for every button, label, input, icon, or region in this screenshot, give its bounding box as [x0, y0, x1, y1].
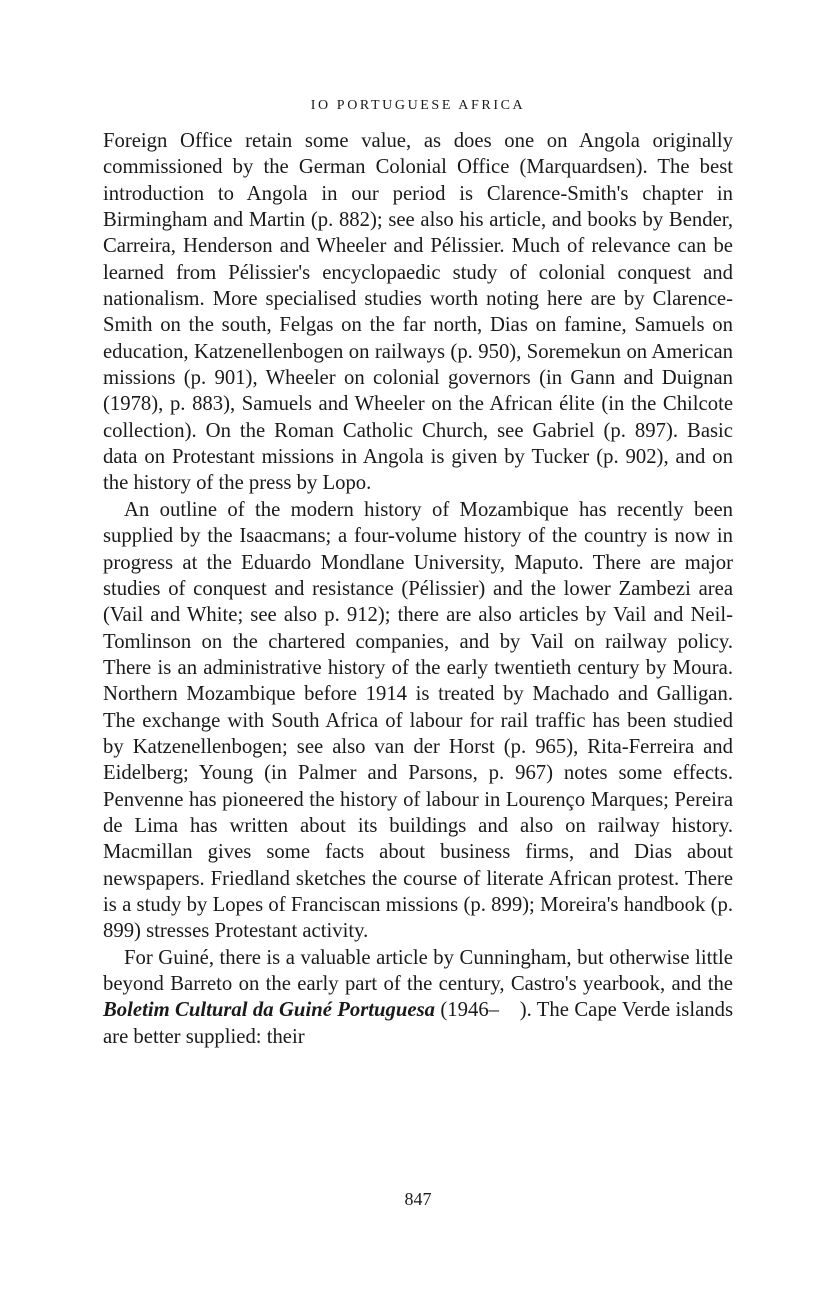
running-head: IO PORTUGUESE AFRICA: [310, 98, 526, 113]
paragraph-guine-text-after: (1946– ). The Cape Verde islands are better supplied: their: [103, 999, 733, 1048]
paragraph-guine-text-before: For Guiné, there is a valuable article by Cunningham, but otherwise little beyond Barreto on the early part of the century, Castro's yearbook, and the: [103, 946, 733, 995]
journal-title: Boletim Cultural da Guiné Portuguesa: [103, 999, 435, 1022]
paragraph-mozambique: An outline of the modern history of Mozambique has recently been supplied by the Isaacmans; a four-volume history of the country is now in progress at the Eduardo Mondlane University, Maputo. There are major studies of conquest and resistance (Pélissier) and the lower Zambezi area (Vail and White; see also p. 912); there are also articles by Vail and Neil-Tomlinson on the chartered companies, and by Vail on railway policy. There is an administrative history of the early twentieth century by Moura. Northern Mozambique before 1914 is treated by Machado and Galligan. The exchange with South Africa of labour for rail traffic has been studied by Katzenellenbogen; see also van der Horst (p. 965), Rita-Ferreira and Eidelberg; Young (in Palmer and Parsons, p. 967) notes some effects. Penvenne has pioneered the history of labour in Lourenço Marques; Pereira de Lima has written about its buildings and also on railway history. Macmillan gives some facts about business firms, and Dias about newspapers. Friedland sketches the course of literate African protest. There is a study by Lopes of Franciscan missions (p. 899); Moreira's handbook (p. 899) stresses Protestant activity.: [103, 498, 733, 943]
page-number: 847: [404, 1189, 432, 1209]
body-text: [103, 128, 733, 1050]
paragraph-guine: [103, 945, 733, 1050]
paragraph-angola: Foreign Office retain some value, as does one on Angola originally commissioned by the German Colonial Office (Marquardsen). The best introduction to Angola in our period is Clarence-Smith's chapter in Birmingham and Martin (p. 882); see also his article, and books by Bender, Carreira, Henderson and Wheeler and Pélissier. Much of relevance can be learned from Pélissier's encyclopaedic study of colonial conquest and nationalism. More specialised studies worth noting here are by Clarence-Smith on the south, Felgas on the far north, Dias on famine, Samuels on education, Katzenellenbogen on railways (p. 950), Soremekun on American missions (p. 901), Wheeler on colonial governors (in Gann and Duignan (1978), p. 883), Samuels and Wheeler on the African élite (in the Chilcote collection). On the Roman Catholic Church, see Gabriel (p. 897). Basic data on Protestant missions in Angola is given by Tucker (p. 902), and on the history of the press by Lopo.: [103, 130, 733, 495]
